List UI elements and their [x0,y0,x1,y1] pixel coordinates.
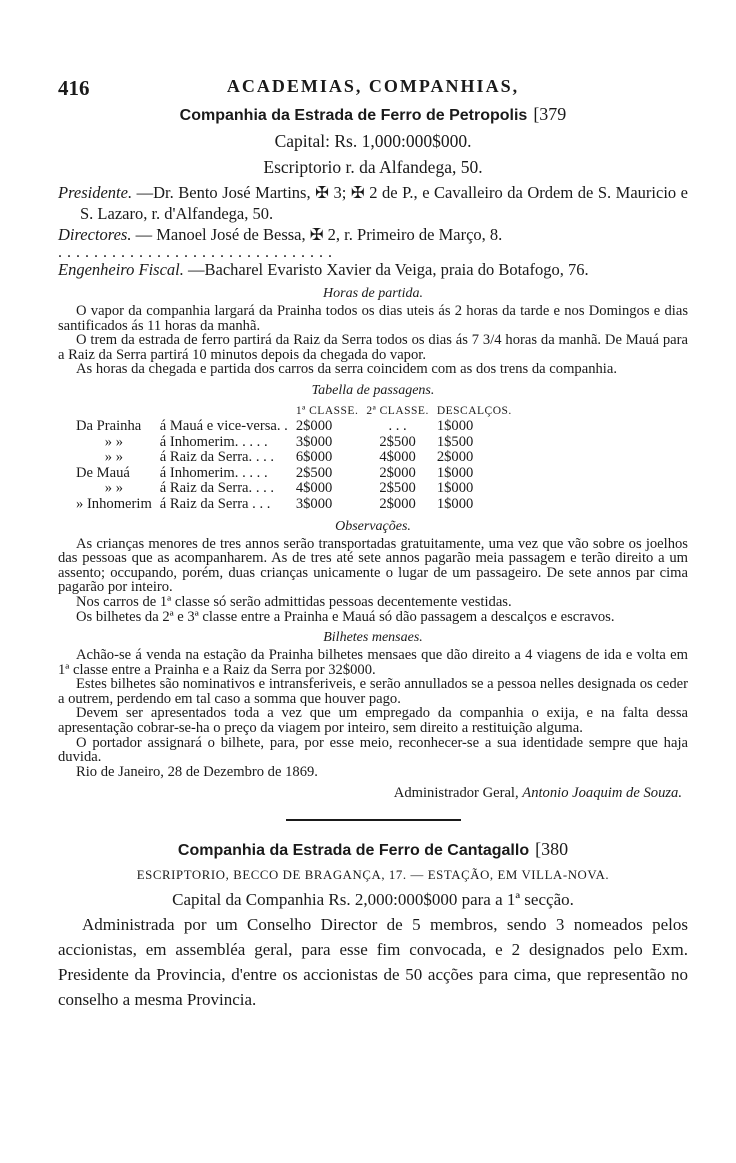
bilhetes-paragraph: Estes bilhetes são nominativos e intransferiveis, e serão annullados se a pessoa nelles designada os ceder a outrem, perdendo em tal caso a somma que houver pago. [58,676,688,707]
petropolis-capital: Capital: Rs. 1,000:000$000. [274,131,472,151]
fare-descalcos: 1$000 [436,495,474,512]
fare-first: 6$000 [295,449,333,466]
dotted-leader: ............................... [58,244,337,259]
admin-label: Administrador Geral, [393,785,519,802]
cantagallo-title-text: Companhia da Estrada de Ferro de Cantagallo [177,842,530,860]
fare-first: 2$000 [295,417,333,434]
observacoes-paragraph: Nos carros de 1ª classe só serão admittidas pessoas decentemente vestidas. [76,593,512,610]
page-header [58,72,688,102]
running-title: ACADEMIAS, COMPANHIAS, [226,76,520,96]
petropolis-title [58,102,688,128]
fare-first: 2$500 [295,464,333,481]
cantagallo-capital: Capital da Companhia Rs. 2,000:000$000 para a 1ª secção. [172,890,574,910]
fare-second: 4$000 [379,449,416,466]
fares-header-blank [72,405,156,419]
engenheiro-text: —Bacharel Evaristo Xavier da Veiga, praia do Botafogo, 76. [188,260,589,279]
observacoes-paragraph: As crianças menores de tres annos serão transportadas gratuitamente, uma vez que vão sobre os joelhos das pessoas que as acompanharem. As de tres até sete annos pagarão meia passagem e terão direito a um assento; occupando, porém, duas crianças unicamente o lugar de um passageiro. De sete annos par cima pagarão por inteiro. [58,535,688,596]
fare-descalcos: 1$000 [436,417,474,434]
horas-paragraph: As horas da chegada e partida dos carros da serra coincidem com as dos trens da companhia. [76,361,617,378]
table-row [72,435,516,451]
engenheiro-label: Engenheiro Fiscal. [58,260,184,279]
fare-descalcos: 1$500 [436,433,474,450]
route-to: á Inhomerim. . . . . [159,464,268,481]
directores-text: — Manoel José de Bessa, ✠ 2, r. Primeiro de Março, 8. [135,225,503,244]
fare-second: 2$000 [379,464,416,481]
directores-label: Directores. [58,225,132,244]
fare-second: 2$000 [379,495,416,512]
bilhetes-paragraph: Devem ser apresentados toda a vez que um empregado da companhia o exija, e na falta dessa apresentação cobrar-se-ha o preço da viagem por inteiro, sem direito a restituição alguma. [58,705,688,737]
fare-first: 3$000 [295,495,333,512]
route-from: » Inhomerim [76,495,152,512]
fares-header-cell: DESCALÇOS. [436,404,512,417]
route-to: á Raiz da Serra. . . . [159,480,275,497]
route-from: » » [104,449,124,466]
petropolis-office: Escriptorio r. da Alfandega, 50. [263,157,483,177]
fare-first: 4$000 [295,480,333,497]
tabela-heading: Tabella de passagens. [311,382,435,398]
presidente-label: Presidente. [58,183,133,202]
horas-paragraph: O vapor da companhia largará da Prainha todos os dias uteis ás 2 horas da tarde e nos Domingos e dias santificados ás 11 horas da manhã. [58,303,688,334]
table-row [72,481,516,497]
horas-paragraph: O trem da estrada de ferro partirá da Raiz da Serra todos os dias ás 7 3/4 horas da manhã. De Mauá para a Raiz da Serra partirá 10 minutos depois da chegada do vapor. [58,332,688,363]
fare-second: 2$500 [379,480,416,497]
fares-header-row [72,405,516,419]
bilhetes-paragraph: O portador assignará o bilhete, para, por esse meio, reconhecer-se a sua identidade sempre que haja duvida. [58,734,688,766]
presidente-line [58,182,688,224]
table-row [72,419,516,435]
route-from: » » [104,480,124,497]
fare-descalcos: 1$000 [436,480,474,497]
observacoes-heading: Observações. [335,518,411,534]
fares-header-blank [156,405,292,419]
page-number: 416 [58,76,90,100]
cantagallo-title [58,837,688,863]
date-line: Rio de Janeiro, 28 de Dezembro de 1869. [76,763,318,780]
fare-second: . . . [388,417,407,434]
route-from: » » [104,433,124,450]
cantagallo-office-line: ESCRIPTORIO, BECCO DE BRAGANÇA, 17. — ESTAÇÃO, EM VILLA-NOVA. [136,868,610,883]
petropolis-title-text: Companhia da Estrada de Ferro de Petropolis [179,107,528,124]
fare-second: 2$500 [379,433,416,450]
admin-name: Antonio Joaquim de Souza. [522,785,682,802]
fares-table [72,405,516,513]
fare-first: 3$000 [295,433,333,450]
route-from: De Mauá [76,464,130,481]
fare-descalcos: 1$000 [436,464,474,481]
engenheiro-line [58,259,688,280]
fares-header-cell: 2ª CLASSE. [366,404,429,417]
fares-header-cell: 1ª CLASSE. [295,404,359,417]
directores-line [58,224,688,245]
cantagallo-text: Administrada por um Conselho Director de 5 membros, sendo 3 nomeados pelos accionistas, em assembléa geral, para esse fim convocada, e 2 designados pelo Exm. Presidente da Provincia, d'entre os accionistas de 50 acções para cima, que representão no conselho a mesma Provincia. [58,915,688,1010]
section-divider [286,819,461,821]
table-row [72,466,516,482]
horas-heading: Horas de partida. [323,286,423,301]
route-to: á Raiz da Serra. . . . [159,449,275,466]
cantagallo-entry-number: [380 [535,839,569,860]
bilhetes-paragraph: Achão-se á venda na estação da Prainha bilhetes mensaes que dão direito a 4 viagens de ida e volta em 1ª classe entre a Prainha e a Raiz da Serra por 32$000. [58,647,688,678]
presidente-text: —Dr. Bento José Martins, ✠ 3; ✠ 2 de P., e Cavalleiro da Ordem de S. Mauricio e S. Lazaro, r. d'Alfandega, 50. [80,183,688,223]
route-to: á Mauá e vice-versa. . [159,417,288,434]
bilhetes-heading: Bilhetes mensaes. [323,630,423,646]
route-to: á Inhomerim. . . . . [159,433,268,450]
fare-descalcos: 2$000 [436,449,474,466]
petropolis-entry-number: [379 [533,104,567,124]
table-row [72,497,516,513]
route-from: Da Prainha [76,417,142,434]
observacoes-paragraph: Os bilhetes da 2ª e 3ª classe entre a Prainha e Mauá só dão passagem a descalços e escravos. [76,608,615,625]
table-row [72,450,516,466]
signature-line [58,783,688,803]
page [58,72,688,1012]
route-to: á Raiz da Serra . . . [159,495,271,512]
